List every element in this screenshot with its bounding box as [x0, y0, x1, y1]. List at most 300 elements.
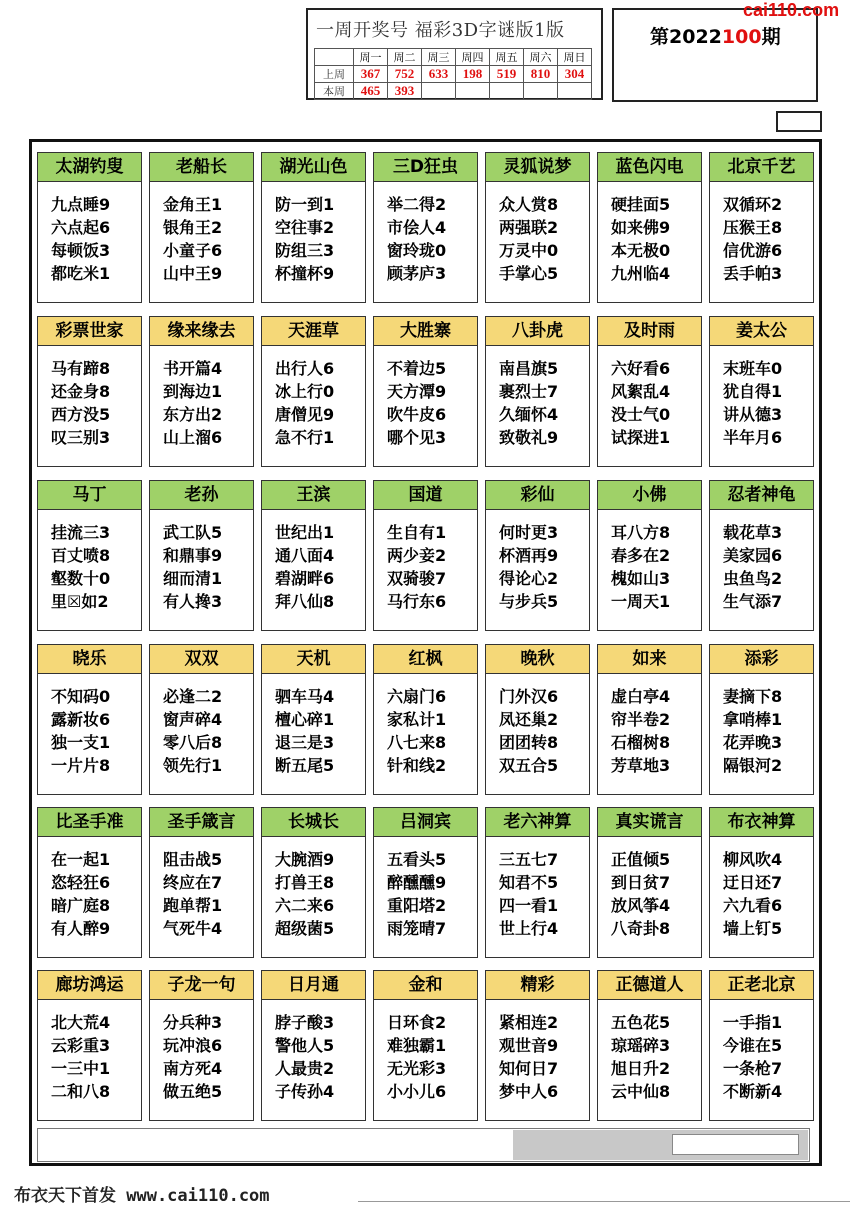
riddle-card-lines — [374, 510, 477, 613]
riddle-card-title: 子龙一句 — [150, 971, 253, 1000]
riddle-card — [261, 644, 366, 795]
riddle-card-title: 天机 — [262, 645, 365, 674]
riddle-line: 世上行4 — [499, 919, 559, 938]
riddle-card-title: 缘来缘去 — [150, 317, 253, 346]
riddle-line: 四一看1 — [499, 896, 559, 915]
riddle-card-lines — [262, 182, 365, 285]
riddle-card-lines — [150, 1000, 253, 1103]
riddle-card-title: 北京千艺 — [710, 153, 813, 182]
riddle-line: 难独霸1 — [387, 1036, 447, 1055]
riddle-line: 九州临4 — [611, 264, 671, 283]
riddle-line: 槐如山3 — [611, 569, 671, 588]
bottom-white-block — [672, 1134, 799, 1155]
riddle-card-title: 双双 — [150, 645, 253, 674]
draw-number: 633 — [422, 66, 456, 83]
riddle-card-title: 彩票世家 — [38, 317, 141, 346]
riddle-card-title: 红枫 — [374, 645, 477, 674]
riddle-card — [485, 644, 590, 795]
riddle-line: 不知码0 — [51, 687, 111, 706]
riddle-card — [709, 152, 814, 303]
riddle-line: 门外汉6 — [499, 687, 559, 706]
riddle-line: 世纪出1 — [275, 523, 335, 542]
riddle-card-lines — [710, 182, 813, 285]
weekday-header-row — [315, 49, 592, 66]
riddle-line: 断五尾5 — [275, 756, 335, 775]
riddle-line: 一手指1 — [723, 1013, 783, 1032]
riddle-card — [709, 480, 814, 631]
riddle-line: 有人搀3 — [163, 592, 223, 611]
riddle-line: 知何日7 — [499, 1059, 559, 1078]
riddle-card-title: 灵狐说梦 — [486, 153, 589, 182]
riddle-line: 柳风吹4 — [723, 850, 783, 869]
riddle-card-lines — [710, 674, 813, 777]
riddle-line: 马行东6 — [387, 592, 447, 611]
riddle-card-lines — [598, 1000, 701, 1103]
riddle-card — [37, 152, 142, 303]
riddle-line: 武工队5 — [163, 523, 223, 542]
riddle-line: 六二来6 — [275, 896, 335, 915]
riddle-line: 在一起1 — [51, 850, 111, 869]
riddle-line: 耳八方8 — [611, 523, 671, 542]
riddle-line: 隔银河2 — [723, 756, 783, 775]
riddle-card — [149, 480, 254, 631]
riddle-line: 日环食2 — [387, 1013, 447, 1032]
riddle-line: 拿哨棒1 — [723, 710, 783, 729]
riddle-card-title: 小佛 — [598, 481, 701, 510]
riddle-line: 顾茅庐3 — [387, 264, 447, 283]
riddle-card-lines — [150, 510, 253, 613]
riddle-card-lines — [262, 1000, 365, 1103]
riddle-line: 有人醉9 — [51, 919, 111, 938]
riddle-card — [149, 152, 254, 303]
riddle-line: 讲从德3 — [723, 405, 783, 424]
riddle-line: 犹自得1 — [723, 382, 783, 401]
riddle-card-lines — [374, 837, 477, 940]
riddle-line: 妻摘下8 — [723, 687, 783, 706]
riddle-line: 裹烈士7 — [499, 382, 559, 401]
riddle-card-title: 真实谎言 — [598, 808, 701, 837]
riddle-card-title: 大胜寨 — [374, 317, 477, 346]
riddle-line: 没士气0 — [611, 405, 671, 424]
riddle-line: 市侩人4 — [387, 218, 447, 237]
weekday-label: 周二 — [388, 49, 422, 66]
riddle-line: 超级菌5 — [275, 919, 335, 938]
riddle-line: 试探进1 — [611, 428, 671, 447]
riddle-line: 脖子酸3 — [275, 1013, 335, 1032]
draw-number: 367 — [354, 66, 388, 83]
riddle-line: 压猴王8 — [723, 218, 783, 237]
riddle-line: 花弄晚3 — [723, 733, 783, 752]
riddle-line: 本无极0 — [611, 241, 671, 260]
riddle-line: 二和八8 — [51, 1082, 111, 1101]
riddle-card — [373, 152, 478, 303]
riddle-line: 冰上行0 — [275, 382, 335, 401]
riddle-line: 里☒如2 — [51, 592, 109, 611]
riddle-card-title: 正德道人 — [598, 971, 701, 1000]
riddle-card — [373, 644, 478, 795]
riddle-line: 终应在7 — [163, 873, 223, 892]
riddle-card-title: 国道 — [374, 481, 477, 510]
riddle-line: 不断新4 — [723, 1082, 783, 1101]
riddle-line: 众人赏8 — [499, 195, 559, 214]
riddle-line: 末班车0 — [723, 359, 783, 378]
draw-number: 304 — [558, 66, 592, 83]
draw-number — [490, 83, 524, 100]
riddle-card — [37, 480, 142, 631]
riddle-line: 南方死4 — [163, 1059, 223, 1078]
riddle-card-title: 湖光山色 — [262, 153, 365, 182]
riddle-line: 领先行1 — [163, 756, 223, 775]
riddle-line: 一片片8 — [51, 756, 111, 775]
riddle-card — [149, 316, 254, 467]
riddle-card-title: 晚秋 — [486, 645, 589, 674]
riddle-line: 独一支1 — [51, 733, 111, 752]
draw-number: 810 — [524, 66, 558, 83]
riddle-card — [37, 807, 142, 958]
riddle-card-lines — [486, 837, 589, 940]
riddle-line: 迂日还7 — [723, 873, 783, 892]
riddle-card — [261, 316, 366, 467]
weekday-label: 周日 — [558, 49, 592, 66]
riddle-line: 生气添7 — [723, 592, 783, 611]
riddle-card — [597, 480, 702, 631]
riddle-line: 杯撞杯9 — [275, 264, 335, 283]
riddle-line: 墙上钉5 — [723, 919, 783, 938]
riddle-line: 与步兵5 — [499, 592, 559, 611]
riddle-line: 小小儿6 — [387, 1082, 447, 1101]
riddle-card-title: 圣手箴言 — [150, 808, 253, 837]
riddle-line: 芳草地3 — [611, 756, 671, 775]
riddle-line: 北大荒4 — [51, 1013, 111, 1032]
riddle-card — [709, 644, 814, 795]
riddle-line: 挂流三3 — [51, 523, 111, 542]
riddle-card-title: 如来 — [598, 645, 701, 674]
riddle-card — [37, 970, 142, 1121]
riddle-line: 石榴树8 — [611, 733, 671, 752]
riddle-line: 打兽王8 — [275, 873, 335, 892]
riddle-line: 重阳塔2 — [387, 896, 447, 915]
riddle-line: 南昌旗5 — [499, 359, 559, 378]
riddle-card-lines — [150, 837, 253, 940]
riddle-card-lines — [598, 837, 701, 940]
riddle-card — [261, 807, 366, 958]
riddle-card-title: 八卦虎 — [486, 317, 589, 346]
riddle-card — [261, 152, 366, 303]
riddle-line: 一条枪7 — [723, 1059, 783, 1078]
riddle-line: 半年月6 — [723, 428, 783, 447]
riddle-card-lines — [38, 510, 141, 613]
riddle-line: 双循环2 — [723, 195, 783, 214]
riddle-line: 东方出2 — [163, 405, 223, 424]
riddle-line: 旭日升2 — [611, 1059, 671, 1078]
riddle-line: 如来佛9 — [611, 218, 671, 237]
riddle-card — [597, 152, 702, 303]
riddle-card-lines — [710, 837, 813, 940]
riddle-card-lines — [710, 510, 813, 613]
footer-text: 布衣天下首发 www.cai110.com — [14, 1186, 270, 1206]
riddle-line: 何时更3 — [499, 523, 559, 542]
riddle-line: 暗广庭8 — [51, 896, 111, 915]
riddle-card — [709, 970, 814, 1121]
last-week-row — [315, 66, 592, 83]
riddle-line: 今谁在5 — [723, 1036, 783, 1055]
riddle-card-lines — [262, 674, 365, 777]
riddle-line: 团团转8 — [499, 733, 559, 752]
riddle-card-lines — [374, 182, 477, 285]
riddle-card-title: 日月通 — [262, 971, 365, 1000]
riddle-line: 细而清1 — [163, 569, 223, 588]
riddle-line: 雨笼晴7 — [387, 919, 447, 938]
riddle-line: 每顿饭3 — [51, 241, 111, 260]
riddle-line: 凤还巢2 — [499, 710, 559, 729]
riddle-line: 放风筝4 — [611, 896, 671, 915]
riddle-line: 五看头5 — [387, 850, 447, 869]
riddle-card-lines — [38, 674, 141, 777]
riddle-card-lines — [374, 674, 477, 777]
riddle-card-lines — [486, 1000, 589, 1103]
riddle-card-lines — [38, 837, 141, 940]
riddle-card-title: 及时雨 — [598, 317, 701, 346]
riddle-card — [373, 480, 478, 631]
weekly-draw-title: 一周开奖号 福彩3D字谜版1版 — [316, 20, 565, 41]
riddle-line: 醉醺醺9 — [387, 873, 447, 892]
riddle-line: 云中仙8 — [611, 1082, 671, 1101]
riddle-card — [597, 970, 702, 1121]
riddle-line: 人最贵2 — [275, 1059, 335, 1078]
riddle-line: 空往事2 — [275, 218, 335, 237]
riddle-card — [597, 807, 702, 958]
riddle-card — [709, 807, 814, 958]
riddle-line: 观世音9 — [499, 1036, 559, 1055]
issue-panel — [612, 8, 818, 102]
riddle-line: 唐僧见9 — [275, 405, 335, 424]
row-label: 上周 — [315, 66, 354, 83]
riddle-card-title: 长城长 — [262, 808, 365, 837]
riddle-line: 做五绝5 — [163, 1082, 223, 1101]
riddle-card — [485, 480, 590, 631]
riddle-line: 窗玲珑0 — [387, 241, 447, 260]
riddle-line: 子传孙4 — [275, 1082, 335, 1101]
weekday-label: 周五 — [490, 49, 524, 66]
riddle-line: 琼瑶碎3 — [611, 1036, 671, 1055]
weekly-draw-panel — [306, 8, 603, 100]
riddle-card-title: 正老北京 — [710, 971, 813, 1000]
riddle-card — [485, 970, 590, 1121]
riddle-line: 都吃米1 — [51, 264, 111, 283]
riddle-line: 到海边1 — [163, 382, 223, 401]
riddle-card-title: 忍者神龟 — [710, 481, 813, 510]
riddle-card — [37, 316, 142, 467]
riddle-line: 一周天1 — [611, 592, 671, 611]
riddle-line: 春多在2 — [611, 546, 671, 565]
riddle-line: 两强联2 — [499, 218, 559, 237]
draw-number: 752 — [388, 66, 422, 83]
site-logo[interactable]: cai110.com — [743, 0, 840, 20]
riddle-line: 六好看6 — [611, 359, 671, 378]
riddle-line: 驷车马4 — [275, 687, 335, 706]
weekday-label: 周三 — [422, 49, 456, 66]
riddle-line: 硬挂面5 — [611, 195, 671, 214]
riddle-line: 手掌心5 — [499, 264, 559, 283]
riddle-line: 分兵种3 — [163, 1013, 223, 1032]
riddle-line: 哪个见3 — [387, 428, 447, 447]
riddle-line: 九点睡9 — [51, 195, 111, 214]
riddle-line: 通八面4 — [275, 546, 335, 565]
riddle-line: 五色花5 — [611, 1013, 671, 1032]
riddle-line: 山上溜6 — [163, 428, 223, 447]
riddle-line: 正值倾5 — [611, 850, 671, 869]
riddle-line: 急不行1 — [275, 428, 335, 447]
riddle-line: 一三中1 — [51, 1059, 111, 1078]
riddle-line: 出行人6 — [275, 359, 335, 378]
riddle-line: 恣轻狂6 — [51, 873, 111, 892]
riddle-card-lines — [150, 182, 253, 285]
draw-number — [524, 83, 558, 100]
riddle-line: 六九看6 — [723, 896, 783, 915]
riddle-line: 家私计1 — [387, 710, 447, 729]
riddle-card-title: 太湖钓叟 — [38, 153, 141, 182]
riddle-line: 马有蹄8 — [51, 359, 111, 378]
riddle-line: 六点起6 — [51, 218, 111, 237]
riddle-card-title: 天涯草 — [262, 317, 365, 346]
riddle-line: 针和线2 — [387, 756, 447, 775]
riddle-line: 拜八仙8 — [275, 592, 335, 611]
riddle-card-lines — [598, 510, 701, 613]
riddle-card-title: 廊坊鸿运 — [38, 971, 141, 1000]
draw-number: 198 — [456, 66, 490, 83]
riddle-line: 露新妆6 — [51, 710, 111, 729]
riddle-card-lines — [486, 182, 589, 285]
riddle-line: 到日贫7 — [611, 873, 671, 892]
riddle-card-lines — [262, 510, 365, 613]
riddle-line: 银角王2 — [163, 218, 223, 237]
riddle-line: 生自有1 — [387, 523, 447, 542]
riddle-card-lines — [150, 674, 253, 777]
riddle-line: 八奇卦8 — [611, 919, 671, 938]
riddle-line: 警他人5 — [275, 1036, 335, 1055]
riddle-card — [597, 644, 702, 795]
riddle-card-title: 添彩 — [710, 645, 813, 674]
this-week-row — [315, 83, 592, 100]
riddle-line: 丢手帕3 — [723, 264, 783, 283]
riddle-line: 和鼎事9 — [163, 546, 223, 565]
riddle-card-title: 姜太公 — [710, 317, 813, 346]
riddle-card-lines — [38, 346, 141, 449]
issue-number: 第2022100期 — [650, 26, 781, 48]
riddle-line: 西方没5 — [51, 405, 111, 424]
riddle-line: 三五七7 — [499, 850, 559, 869]
riddle-line: 得论心2 — [499, 569, 559, 588]
riddle-line: 零八后8 — [163, 733, 223, 752]
riddle-card-title: 晓乐 — [38, 645, 141, 674]
riddle-line: 梦中人6 — [499, 1082, 559, 1101]
riddle-line: 还金身8 — [51, 382, 111, 401]
riddle-line: 风絮乱4 — [611, 382, 671, 401]
riddle-card-lines — [38, 1000, 141, 1103]
riddle-card-lines — [486, 510, 589, 613]
riddle-line: 金角王1 — [163, 195, 223, 214]
riddle-card — [373, 316, 478, 467]
riddle-card-lines — [598, 674, 701, 777]
riddle-line: 吹牛皮6 — [387, 405, 447, 424]
riddle-card-title: 马丁 — [38, 481, 141, 510]
riddle-card — [261, 970, 366, 1121]
weekday-label: 周四 — [456, 49, 490, 66]
riddle-card — [485, 316, 590, 467]
riddle-card-lines — [710, 1000, 813, 1103]
riddle-card-title: 金和 — [374, 971, 477, 1000]
decorative-box — [776, 111, 822, 132]
riddle-line: 举二得2 — [387, 195, 447, 214]
riddle-card — [485, 152, 590, 303]
riddle-card — [373, 970, 478, 1121]
riddle-card-lines — [710, 346, 813, 449]
riddle-card-title: 蓝色闪电 — [598, 153, 701, 182]
draw-number — [558, 83, 592, 100]
riddle-card — [261, 480, 366, 631]
riddle-card-title: 布衣神算 — [710, 808, 813, 837]
riddle-line: 致敬礼9 — [499, 428, 559, 447]
weekday-label: 周一 — [354, 49, 388, 66]
riddle-line: 气死牛4 — [163, 919, 223, 938]
riddle-line: 两少妾2 — [387, 546, 447, 565]
draw-number: 519 — [490, 66, 524, 83]
riddle-card-title: 三D狂虫 — [374, 153, 477, 182]
riddle-line: 八七来8 — [387, 733, 447, 752]
riddle-card-title: 彩仙 — [486, 481, 589, 510]
riddle-line: 云彩重3 — [51, 1036, 111, 1055]
riddle-line: 无光彩3 — [387, 1059, 447, 1078]
riddle-card-lines — [38, 182, 141, 285]
riddle-line: 百丈喷8 — [51, 546, 111, 565]
riddle-card — [485, 807, 590, 958]
riddle-card — [149, 970, 254, 1121]
riddle-line: 书开篇4 — [163, 359, 223, 378]
riddle-line: 天方潭9 — [387, 382, 447, 401]
riddle-card-lines — [150, 346, 253, 449]
riddle-card-lines — [262, 837, 365, 940]
riddle-card-title: 精彩 — [486, 971, 589, 1000]
riddle-card — [149, 807, 254, 958]
riddle-line: 碧湖畔6 — [275, 569, 335, 588]
riddle-line: 山中王9 — [163, 264, 223, 283]
riddle-card-lines — [598, 182, 701, 285]
riddle-line: 跑单帮1 — [163, 896, 223, 915]
riddle-line: 帘半卷2 — [611, 710, 671, 729]
riddle-card-lines — [262, 346, 365, 449]
riddle-card-lines — [374, 346, 477, 449]
riddle-line: 阻击战5 — [163, 850, 223, 869]
riddle-line: 信优游6 — [723, 241, 783, 260]
riddle-line: 美家园6 — [723, 546, 783, 565]
riddle-card-lines — [486, 346, 589, 449]
draw-number: 465 — [354, 83, 388, 100]
footer-divider — [358, 1201, 850, 1202]
riddle-line: 必逢二2 — [163, 687, 223, 706]
riddle-line: 虚白亭4 — [611, 687, 671, 706]
riddle-line: 六扇门6 — [387, 687, 447, 706]
draw-number — [422, 83, 456, 100]
riddle-line: 防一到1 — [275, 195, 335, 214]
riddle-line: 久缅怀4 — [499, 405, 559, 424]
riddle-line: 大腕酒9 — [275, 850, 335, 869]
riddle-line: 万灵中0 — [499, 241, 559, 260]
riddle-card — [709, 316, 814, 467]
riddle-line: 知君不5 — [499, 873, 559, 892]
weekday-label: 周六 — [524, 49, 558, 66]
riddle-card-title: 比圣手准 — [38, 808, 141, 837]
riddle-line: 叹三别3 — [51, 428, 111, 447]
